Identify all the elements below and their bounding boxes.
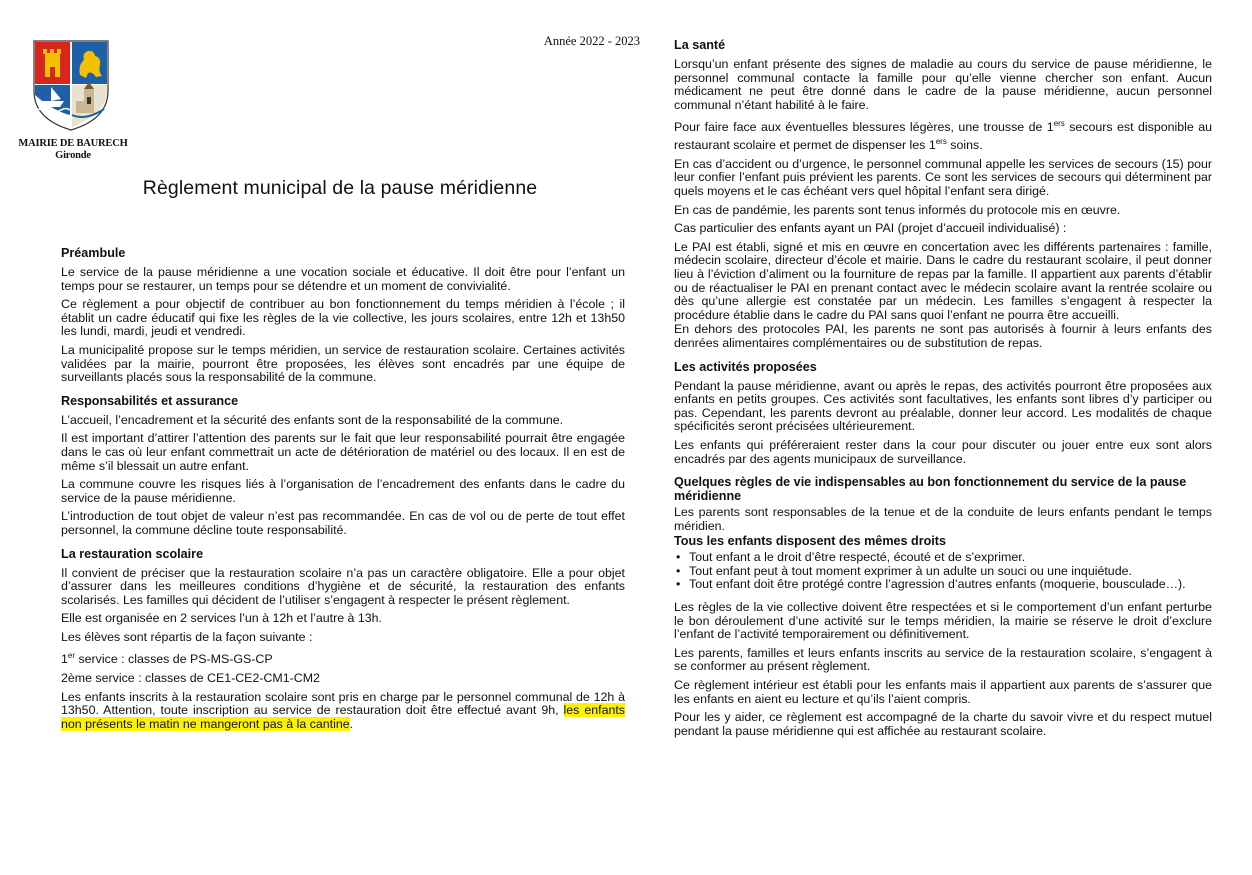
mairie-name: [6, 138, 140, 162]
paragraph-end: .: [349, 716, 354, 731]
list-item: • Tout enfant peut à tout moment exprimer à un adulte un souci ou une inquiétude.: [689, 565, 1212, 579]
paragraph: En cas d’accident ou d’urgence, le personnel communal appelle les services de secours (15) pour leur confier l’enfant puis prévient les parents. Ce sont les services de secours qui déterminent par quels moyens et le cas échéant vers quel hôpital l’enfant sera dirigé.: [674, 156, 1212, 198]
paragraph: Il convient de préciser que la restauration scolaire n’a pas un caractère obligatoire. Elle a pour objet d’assurer dans les meilleures conditions d’hygiène et de sécurité, la restauration des enfants scolarisés. Les familles qui décident de l’utiliser s’engagent à respecter le présent règlement.: [61, 565, 625, 607]
paragraph: Le service de la pause méridienne a une vocation sociale et éducative. Il doit être pour l’enfant un temps pour se restaurer, un temps pour se détendre et un moment de convivialité.: [61, 265, 625, 293]
paragraph: Cas particulier des enfants ayant un PAI (projet d’accueil individualisé) :: [674, 221, 1067, 236]
paragraph: Les parents, familles et leurs enfants inscrits au service de la restauration scolaire, s’engagent à se conformer au présent règlement.: [674, 645, 1212, 674]
paragraph: [61, 691, 625, 732]
paragraph: Lorsqu’un enfant présente des signes de maladie au cours du service de pause méridienne, le personnel communal contacte la famille pour qu’elle vienne chercher son enfant. Aucun médicament ne peut être donné dans le cadre de la pause méridienne, aucun personnel communal n’étant habilité à le faire.: [674, 57, 1212, 112]
paragraph: Pour les y aider, ce règlement est accompagné de la charte du savoir vivre et du respect mutuel pendant la pause méridienne qui est affichée au restaurant scolaire.: [674, 710, 1212, 738]
heading-sante: La santé: [674, 38, 726, 52]
paragraph: Ce règlement intérieur est établi pour les enfants mais il appartient aux parents de s’assurer que les enfants en aient eu lecture et qu’ils l’aient compris.: [674, 678, 1212, 706]
paragraph: L’accueil, l’encadrement et la sécurité des enfants sont de la responsabilité de la commune.: [61, 412, 564, 427]
paragraph-text: secours est disponible au restaurant scolaire et permet de dispenser les 1: [674, 120, 1212, 153]
left-column: [61, 246, 625, 737]
paragraph: En dehors des protocoles PAI, les parents ne sont pas autorisés à fournir à leurs enfants des denrées alimentaires complémentaires ou de substitution de repas.: [674, 322, 1212, 350]
heading-preambule: Préambule: [61, 246, 126, 260]
list-item: • Tout enfant doit être protégé contre l’agression d’autres enfants (moquerie, bousculade…).: [689, 578, 1212, 592]
service-1-number: 1: [61, 652, 68, 667]
rights-list: [674, 551, 1212, 592]
paragraph: En cas de pandémie, les parents sont tenus informés du protocole mis en œuvre.: [674, 202, 1121, 217]
paragraph: Les élèves sont répartis de la façon suivante :: [61, 629, 313, 644]
service-1-sup: er: [67, 651, 76, 661]
paragraph: Pendant la pause méridienne, avant ou après le repas, des activités pourront être proposées aux enfants en petits groupes. Ces activités sont facultatives, les enfants sont libres d’y participer ou pas. Cependant, les parents devront au préalable, donner leur accord. Les modalités de chaque spécificités seront précisées ultérieurement.: [674, 378, 1212, 434]
list-item: • Tout enfant a le droit d’être respecté, écouté et de s’exprimer.: [689, 551, 1212, 565]
paragraph: Les enfants qui préféreraient rester dans la cour pour discuter ou jouer entre eux sont alors encadrés par des agents municipaux de surveillance.: [674, 437, 1212, 466]
service-2-line: 2ème service : classes de CE1-CE2-CM1-CM2: [61, 671, 320, 686]
paragraph: Il est important d’attirer l’attention des parents sur le fait que leur responsabilité pourrait être engagée dans le cas où leur enfant commettrait un acte de détérioration de matériel ou des locaux. Il en est de même s’il blessait un autre enfant.: [61, 431, 625, 473]
school-year: Année 2022 - 2023: [543, 34, 640, 48]
service-1-text: service : classes de PS-MS-GS-CP: [75, 652, 273, 667]
paragraph: La municipalité propose sur le temps méridien, un service de restauration scolaire. Certaines activités validées par la mairie, pourront être proposées, les élèves sont encadrés par une équipe de surveillants placés sous la responsabilité de la commune.: [61, 342, 625, 385]
paragraph: L’introduction de tout objet de valeur n’est pas recommandée. En cas de vol ou de perte de tout effet personnel, la commune décline toute responsabilité.: [61, 509, 625, 537]
departement: Gironde: [55, 150, 91, 161]
right-column: [674, 38, 1212, 743]
paragraph: La commune couvre les risques liés à l’organisation de l’encadrement des enfants dans le cadre du service de la pause méridienne.: [61, 477, 625, 505]
paragraph: Ce règlement a pour objectif de contribuer au bon fonctionnement du temps méridien à l’école ; il établit un cadre éducatif qui fixe les règles de la vie collective, les jours scolaires, entre 12h et 13h50 les lundi, mardi, jeudi et vendredi.: [61, 297, 625, 339]
paragraph: Les règles de la vie collective doivent être respectées et si le comportement d’un enfant perturbe le bon déroulement d’une activité sur le temps méridien, la mairie se réserve le droit d’exclure l’enfant de l’activité temporairement ou définitivement.: [674, 600, 1212, 642]
service-1-line: [61, 649, 625, 667]
mairie-title: MAIRIE DE BAURECH: [18, 138, 128, 149]
superscript: ers: [935, 137, 947, 147]
subheading-droits: Tous les enfants disposent des mêmes droits: [674, 534, 947, 549]
paragraph: [674, 117, 1212, 152]
heading-restauration: La restauration scolaire: [61, 546, 204, 561]
paragraph: Le PAI est établi, signé et mis en œuvre en concertation avec les différents partenaires : famille, médecin scolaire, directeur d’école et mairie. Dans le cadre du restaurant scolaire, il peut donner lieu à l’éviction d’aliment ou la fourniture de repas par la famille. Il appartient aux parents d’établir ou de réactualiser le PAI en prenant contact avec le médecin scolaire avant la rentrée scolaire ou dès qu’une allergie est constatée par un médecin. Les familles s’engagent à respecter la procédure établie dans le cadre du PAI sans quoi l’enfant ne pourra être accueilli.: [674, 239, 1212, 322]
paragraph: Les parents sont responsables de la tenue et de la conduite de leurs enfants pendant le temps méridien.: [674, 505, 1212, 533]
superscript: ers: [1053, 119, 1065, 129]
paragraph-text: soins.: [946, 138, 983, 153]
paragraph-text: Pour faire face aux éventuelles blessures légères, une trousse de 1: [674, 120, 1054, 135]
heading-regles: Quelques règles de vie indispensables au bon fonctionnement du service de la pause méridienne: [674, 475, 1187, 504]
highlighted-text: les enfants non présents le matin ne mangeront pas à la cantine: [61, 703, 625, 731]
heading-responsabilites: Responsabilités et assurance: [61, 393, 239, 408]
coat-of-arms-icon: [28, 35, 114, 133]
paragraph: Elle est organisée en 2 services l’un à 12h et l’autre à 13h.: [61, 611, 382, 626]
paragraph-text: Les enfants inscrits à la restauration scolaire sont pris en charge par le personnel communal de 12h à 13h50. Attention, toute inscription au service de restauration doit être effectué avant 9h,: [61, 689, 625, 718]
document-title: Règlement municipal de la pause méridienne: [142, 177, 538, 199]
heading-activites: Les activités proposées: [674, 359, 817, 374]
